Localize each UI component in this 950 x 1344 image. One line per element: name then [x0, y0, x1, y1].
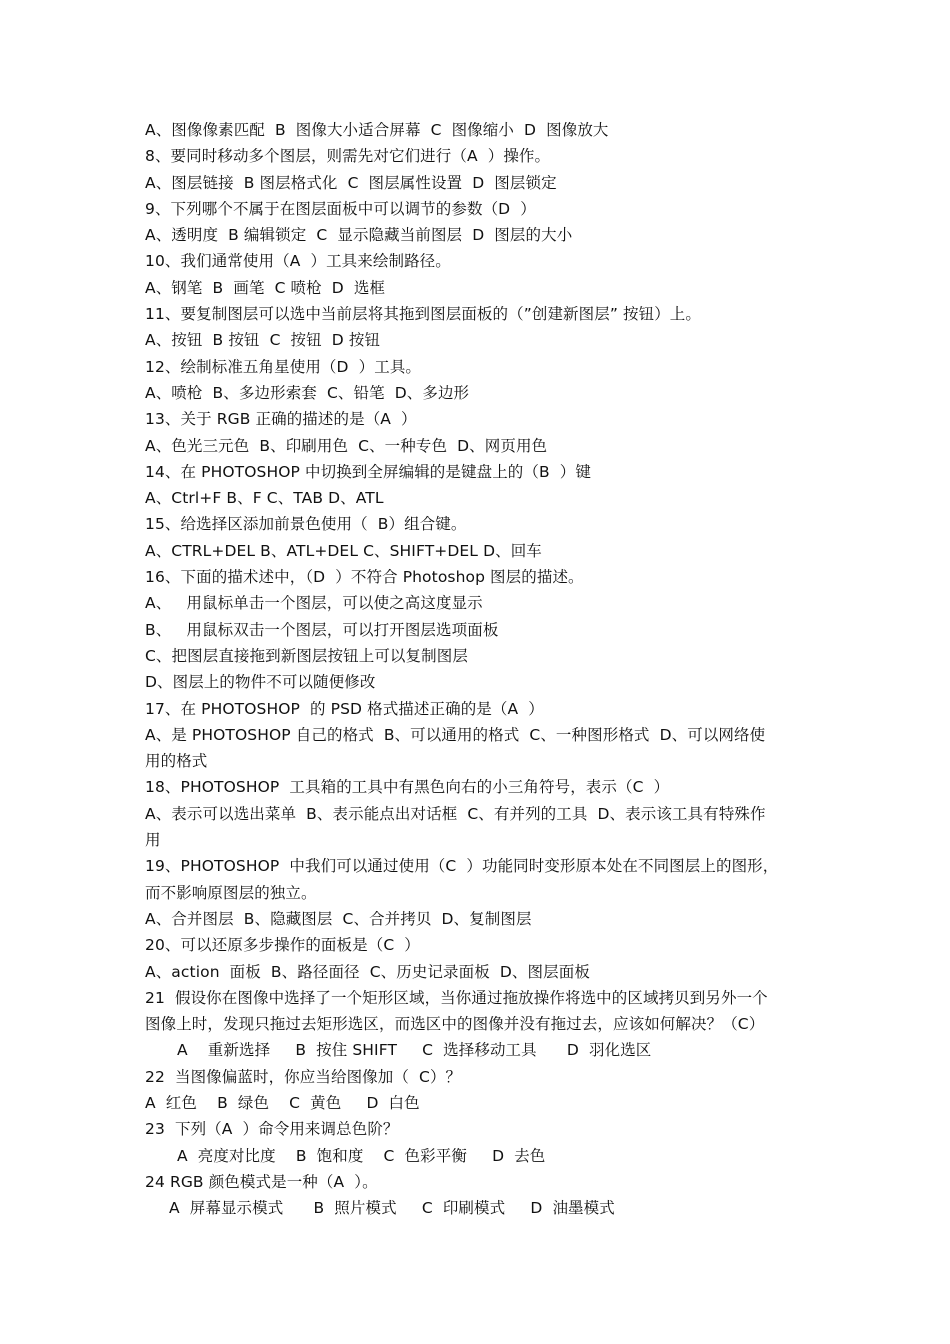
text-line: 15、给选择区添加前景色使用（ B）组合键。 [145, 515, 467, 534]
text-line: A 亮度对比度 B 饱和度 C 色彩平衡 D 去色 [177, 1146, 546, 1165]
text-line: 8、要同时移动多个图层，则需先对它们进行（A ）操作。 [145, 147, 551, 166]
text-line: A、表示可以选出菜单 B、表示能点出对话框 C、有并列的工具 D、表示该工具有特殊作 [145, 804, 766, 823]
text-line: B、 用鼠标双击一个图层，可以打开图层选项面板 [145, 620, 499, 639]
text-line: 17、在 PHOTOSHOP 的 PSD 格式描述正确的是（A ） [145, 699, 544, 718]
text-line: A、色光三元色 B、印刷用色 C、一种专色 D、网页用色 [145, 436, 548, 455]
text-line: A 重新选择 B 按住 SHIFT C 选择移动工具 D 羽化选区 [177, 1041, 652, 1060]
text-line: A、喷枪 B、多边形索套 C、铅笔 D、多边形 [145, 383, 470, 402]
text-line: 10、我们通常使用（A ）工具来绘制路径。 [145, 252, 451, 271]
text-line: A、按钮 B 按钮 C 按钮 D 按钮 [145, 331, 381, 350]
text-line: 14、在 PHOTOSHOP 中切换到全屏编辑的是键盘上的（B ）键 [145, 462, 591, 481]
text-line: 18、PHOTOSHOP 工具箱的工具中有黑色向右的小三角符号，表示（C ） [145, 778, 670, 797]
text-line: 图像上时，发现只拖过去矩形选区，而选区中的图像并没有拖过去，应该如何解决？（C） [145, 1015, 765, 1034]
text-line: A、 用鼠标单击一个图层，可以使之高这度显示 [145, 594, 483, 613]
text-line: 用的格式 [145, 752, 208, 771]
text-line: D、图层上的物件不可以随便修改 [145, 673, 376, 692]
text-line: 11、要复制图层可以选中当前层将其拖到图层面板的（”创建新图层” 按钮）上。 [145, 305, 702, 324]
text-line: A、是 PHOTOSHOP 自己的格式 B、可以通用的格式 C、一种图形格式 D、可以网络使 [145, 725, 766, 744]
text-line: A、合并图层 B、隐藏图层 C、合并拷贝 D、复制图层 [145, 909, 532, 928]
text-line: C、把图层直接拖到新图层按钮上可以复制图层 [145, 646, 468, 665]
text-line: 而不影响原图层的独立。 [145, 883, 317, 902]
text-line: A 红色 B 绿色 C 黄色 D 白色 [145, 1093, 420, 1112]
text-line: 19、PHOTOSHOP 中我们可以通过使用（C ）功能同时变形原本处在不同图层上的图形， [145, 857, 779, 876]
text-line: 用 [145, 831, 161, 850]
text-line: 21 假设你在图像中选择了一个矩形区域，当你通过拖放操作将选中的区域拷贝到另外一个 [145, 988, 768, 1007]
text-line: 23 下列（A ）命令用来调总色阶？ [145, 1120, 399, 1139]
question-text-block [145, 117, 815, 1221]
text-line: 12、绘制标准五角星使用（D ）工具。 [145, 357, 422, 376]
text-line: A、Ctrl+F B、F C、TAB D、ATL [145, 489, 384, 508]
text-line: 16、下面的描术述中，（D ）不符合 Photoshop 图层的描述。 [145, 568, 584, 587]
text-line: A、action 面板 B、路径面径 C、历史记录面板 D、图层面板 [145, 962, 590, 981]
text-line: A 屏幕显示模式 B 照片模式 C 印刷模式 D 油墨模式 [169, 1199, 615, 1218]
text-line: A、钢笔 B 画笔 C 喷枪 D 选框 [145, 278, 386, 297]
text-line: A、透明度 B 编辑锁定 C 显示隐藏当前图层 D 图层的大小 [145, 226, 573, 245]
text-line: A、图像像素匹配 B 图像大小适合屏幕 C 图像缩小 D 图像放大 [145, 121, 609, 139]
text-line: 13、关于 RGB 正确的描述的是（A ） [145, 410, 417, 429]
text-line: 24 RGB 颜色模式是一种（A ）。 [145, 1172, 378, 1191]
text-line: 20、可以还原多步操作的面板是（C ） [145, 936, 420, 955]
text-line: 22 当图像偏蓝时，你应当给图像加（ C）？ [145, 1067, 462, 1086]
text-line: 9、下列哪个不属于在图层面板中可以调节的参数（D ） [145, 199, 536, 218]
text-line: A、CTRL+DEL B、ATL+DEL C、SHIFT+DEL D、回车 [145, 541, 542, 560]
text-line: A、图层链接 B 图层格式化 C 图层属性设置 D 图层锁定 [145, 173, 557, 192]
